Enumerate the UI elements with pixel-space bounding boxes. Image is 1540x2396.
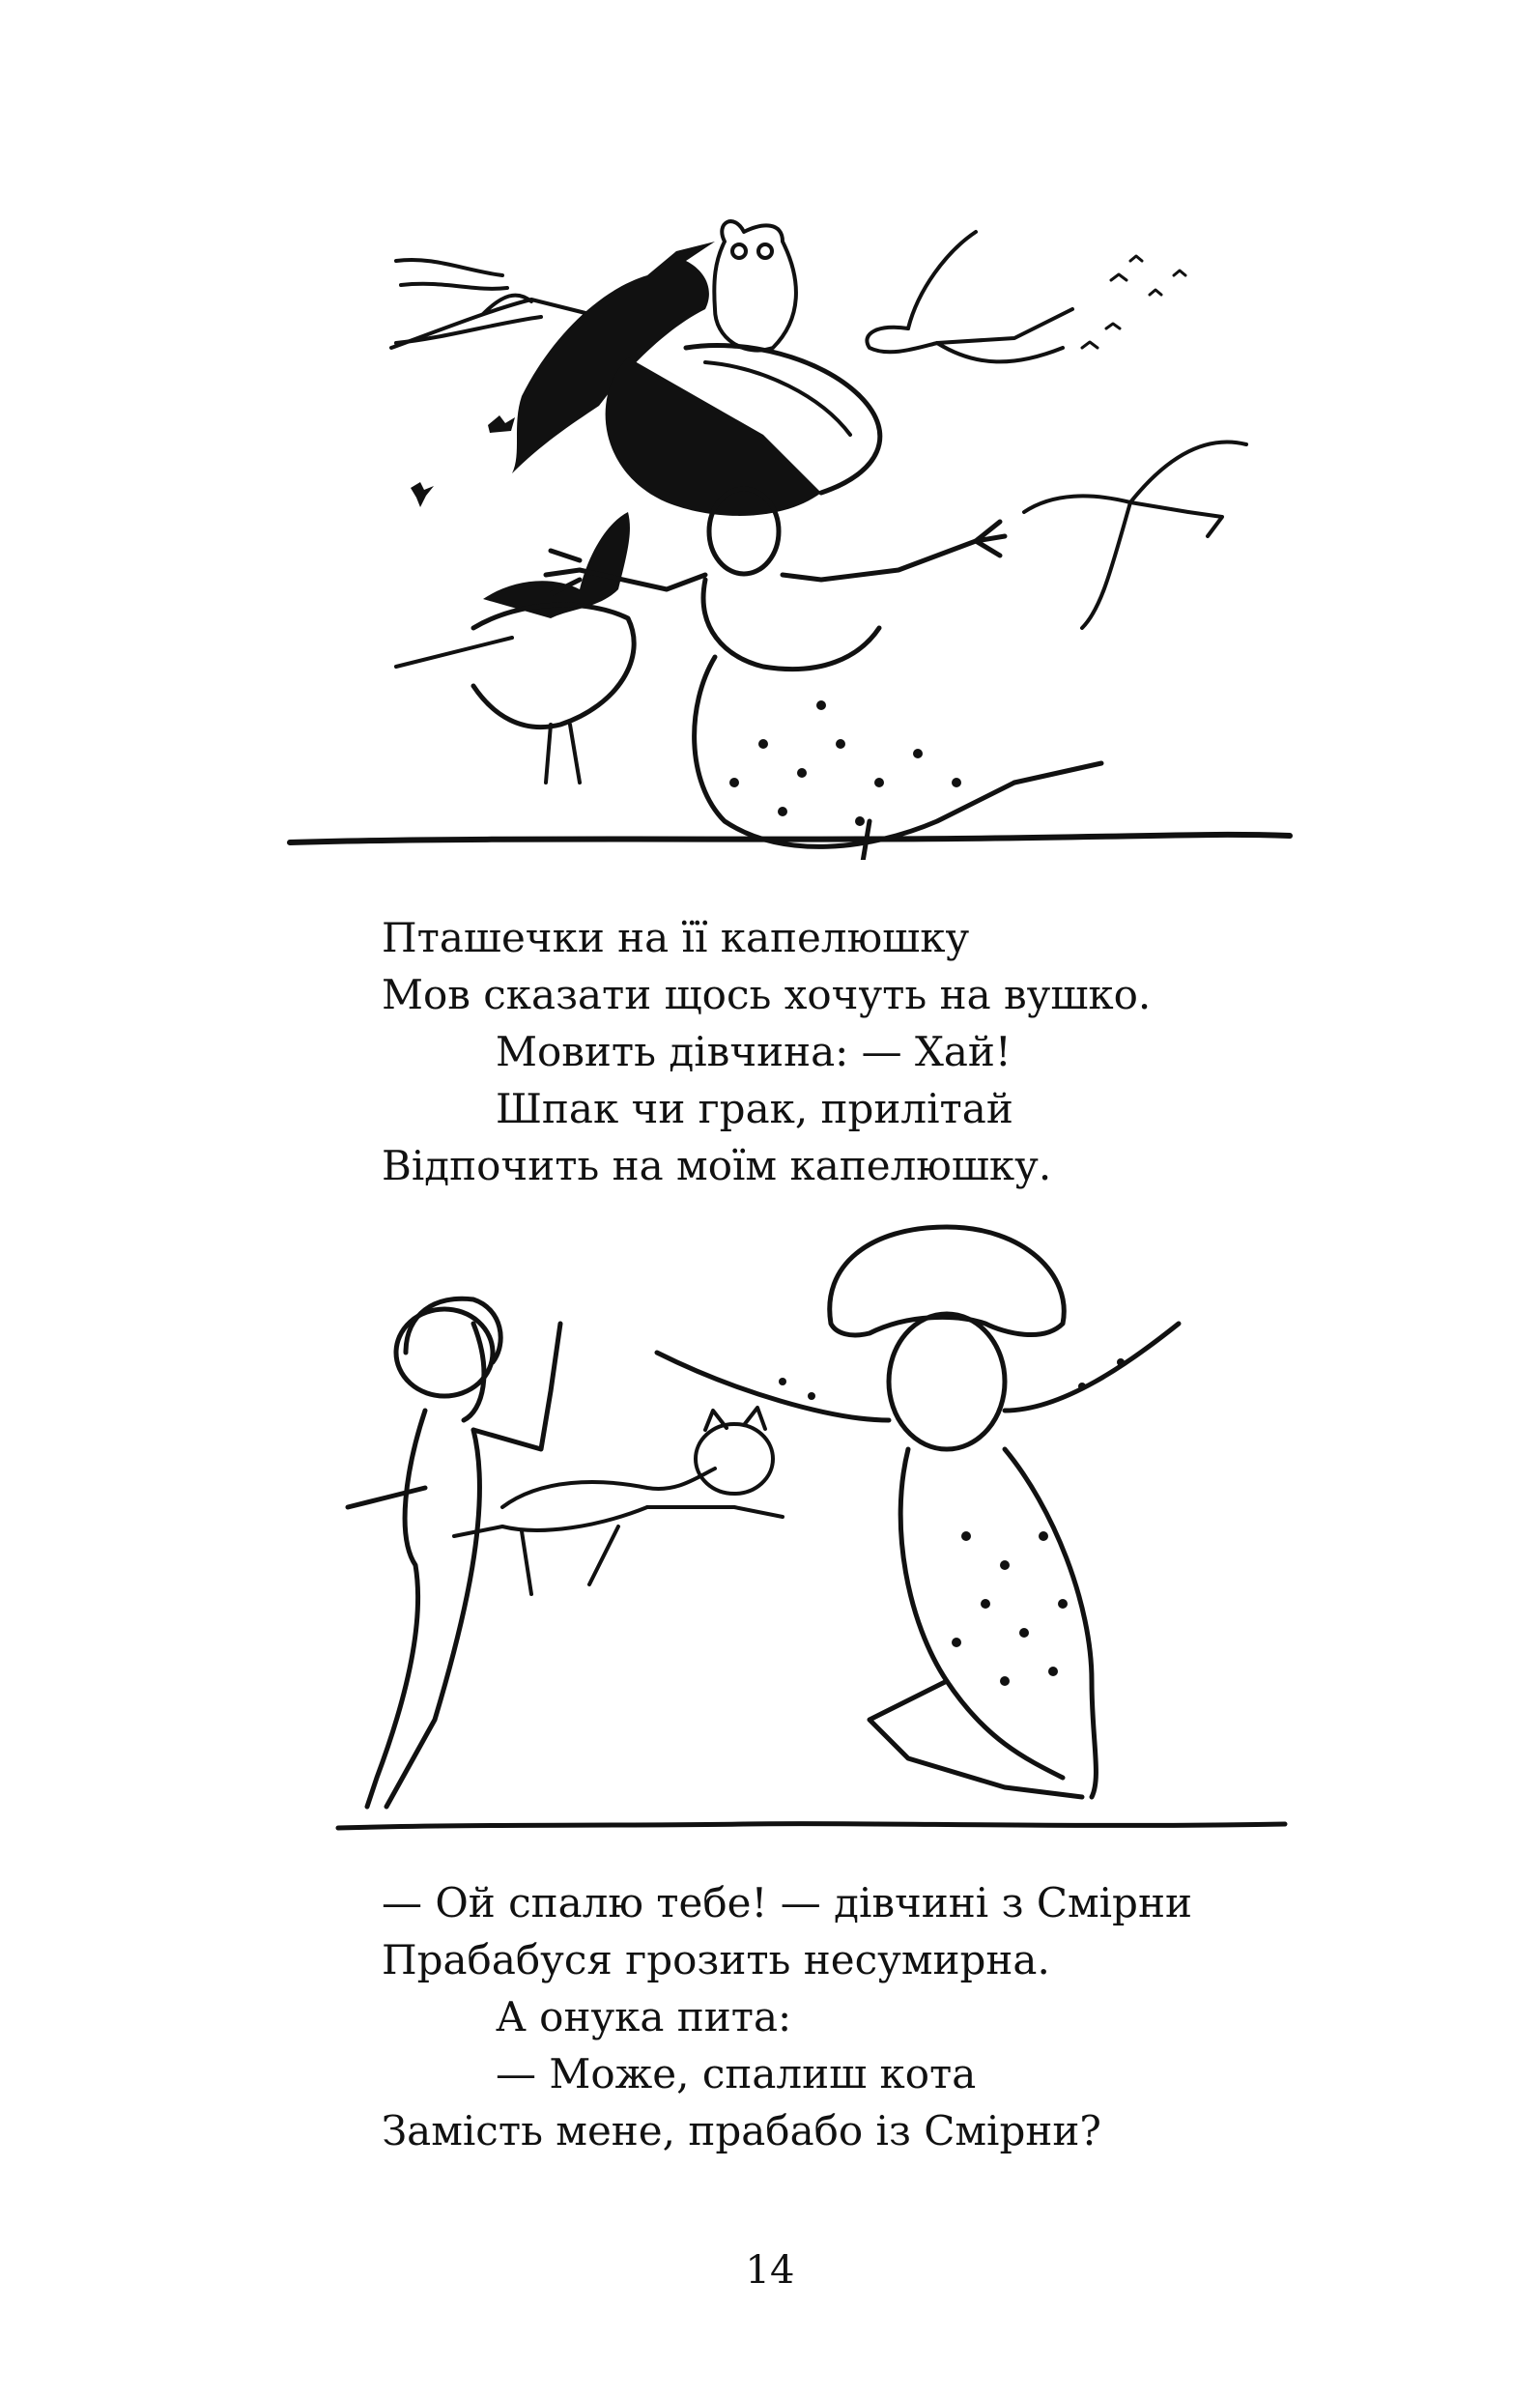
- small-bird: [411, 482, 434, 507]
- verse-line: Мовить дівчина: — Хай!: [496, 1028, 1012, 1075]
- lady-figure: [546, 489, 1101, 860]
- grandmother-figure: [657, 1227, 1179, 1797]
- verse-line: Мов сказати щось хочуть на вушко.: [382, 971, 1152, 1018]
- verse-line: Відпочить на моїм капелюшку.: [382, 1142, 1052, 1189]
- owl: [714, 221, 796, 351]
- verse-line: — Може, спалиш кота: [496, 2050, 977, 2097]
- illustration-lady-with-birds: [280, 203, 1304, 860]
- flying-bird-left: [391, 260, 589, 348]
- small-bird: [488, 415, 515, 433]
- verse-line: Прабабуся грозить несумирна.: [382, 1936, 1050, 1983]
- stanza-1: [382, 909, 1151, 1194]
- dress-dots: [779, 1358, 1125, 1686]
- bird-flock: [1082, 256, 1185, 348]
- ground-line: [290, 835, 1290, 842]
- verse-line: Шпак чи грак, прилітай: [496, 1085, 1013, 1132]
- dress-dots: [729, 700, 961, 826]
- verse-line: Замість мене, прабабо із Смірни?: [382, 2107, 1101, 2154]
- goose-flying-right: [1024, 442, 1246, 629]
- swallow-top-right: [867, 232, 1072, 361]
- verse-line: А онука пита:: [496, 1993, 792, 2040]
- ground-line: [338, 1824, 1285, 1828]
- page-number: 14: [745, 2248, 795, 2293]
- cat: [454, 1408, 783, 1594]
- illustration-grandmother-and-girl: [328, 1217, 1295, 1845]
- girl-figure: [348, 1298, 560, 1807]
- verse-line: Пташечки на її капелюшку: [382, 914, 970, 961]
- verse-line: — Ой спалю тебе! — дівчині з Смірни: [382, 1879, 1192, 1926]
- goose-standing-left: [396, 512, 634, 783]
- stanza-2: [382, 1874, 1192, 2159]
